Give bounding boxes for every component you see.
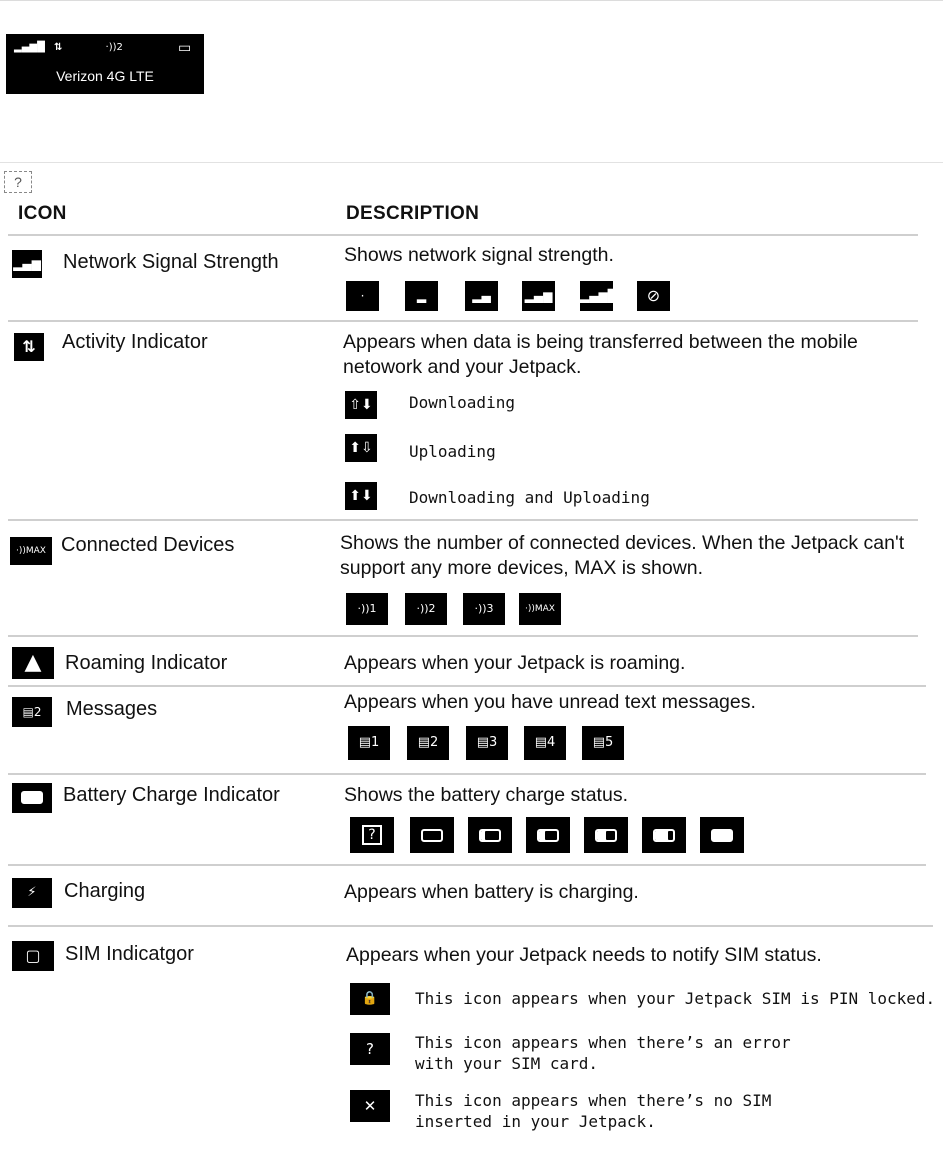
row-desc-charging: Appears when battery is charging. [344,881,639,903]
signal-icon: ▂▄▆ [12,250,42,278]
row-label-charging: Charging [64,880,146,902]
row-desc-sim: Appears when your Jetpack needs to notify SIM status. [346,944,822,966]
messages-icon: ▤2 [12,697,52,727]
description-column-header: DESCRIPTION [346,203,480,224]
devices-3-icon: ·))3 [463,593,505,625]
battery-half-icon [584,817,628,853]
table-divider [8,685,926,687]
messages-3-icon: ▤3 [466,726,508,760]
device-status-display [6,34,204,94]
battery-quarter-icon [526,817,570,853]
battery-empty-icon [410,817,454,853]
table-divider [8,519,918,521]
messages-2-icon: ▤2 [407,726,449,760]
activity-icon: ⇅ [14,333,44,361]
row-label-battery: Battery Charge Indicator [63,784,280,806]
no-sim-icon: ✕ [350,1090,390,1122]
downloading-label: Downloading [409,393,515,412]
battery-full-icon [700,817,744,853]
battery-unknown-icon: ? [350,817,394,853]
signal-level-3-icon: ▂▄▆ [522,281,555,311]
table-divider [8,864,926,866]
table-divider [8,925,933,927]
help-icon[interactable]: ? [4,171,32,193]
table-divider [8,234,918,236]
downloading-icon: ⇧⬇ [345,391,377,419]
battery-icon: ▭ [178,40,192,56]
messages-1-icon: ▤1 [348,726,390,760]
row-label-activity: Activity Indicator [62,331,208,353]
no-sim-desc: This icon appears when there’s no SIM inserted in your Jetpack. [415,1091,772,1131]
messages-5-icon: ▤5 [582,726,624,760]
row-label-connected-devices: Connected Devices [61,534,235,556]
signal-level-4-icon: ▂▄▆█ [580,281,613,311]
downloading-uploading-icon: ⬆⬇ [345,482,377,510]
sim-error-desc: This icon appears when there’s an error with your SIM card. [415,1033,791,1073]
sim-locked-icon: 🔒 [350,983,390,1015]
table-divider [8,320,918,322]
row-label-sim: SIM Indicatgor [65,943,194,965]
connected-devices-icon: ·))2 [105,42,123,53]
sim-error-icon: ? [350,1033,390,1065]
carrier-label: Verizon 4G LTE [56,68,154,84]
uploading-label: Uploading [409,442,496,461]
uploading-icon: ⬆⇩ [345,434,377,462]
row-desc-activity: Appears when data is being transferred between the mobile netowork and your Jetpack. [343,331,858,378]
battery-icon [12,783,52,813]
activity-icon: ⇅ [53,42,63,53]
section-divider [0,162,943,163]
signal-level-2-icon: ▂▄ [465,281,498,311]
sim-locked-desc: This icon appears when your Jetpack SIM is PIN locked. [415,989,936,1008]
table-divider [8,773,926,775]
no-signal-icon: ⊘ [637,281,670,311]
table-divider [8,635,918,637]
battery-low-icon [468,817,512,853]
roaming-icon: ▲ [12,647,54,679]
row-desc-roaming: Appears when your Jetpack is roaming. [344,652,686,674]
icon-column-header: ICON [18,203,67,224]
sim-icon: ▢ [12,941,54,971]
row-desc-battery: Shows the battery charge status. [344,784,628,806]
devices-2-icon: ·))2 [405,593,447,625]
row-label-roaming: Roaming Indicator [65,652,228,674]
row-desc-connected-devices: Shows the number of connected devices. When the Jetpack can't support any more devices, MAX is shown. [340,532,905,579]
charging-icon: ⚡ [12,878,52,908]
row-desc-messages: Appears when you have unread text messages. [344,691,756,713]
battery-three-quarter-icon [642,817,686,853]
row-label-signal: Network Signal Strength [63,251,279,273]
signal-level-0-icon: · [346,281,379,311]
devices-max-icon: ·))MAX [519,593,561,625]
messages-4-icon: ▤4 [524,726,566,760]
connected-devices-icon: ·))MAX [10,537,52,565]
row-desc-signal: Shows network signal strength. [344,244,614,266]
row-label-messages: Messages [66,698,158,720]
signal-icon: ▂▄▆█ [14,42,45,53]
downloading-uploading-label: Downloading and Uploading [409,488,650,507]
devices-1-icon: ·))1 [346,593,388,625]
top-divider [0,0,943,1]
signal-level-1-icon: ▂ [405,281,438,311]
